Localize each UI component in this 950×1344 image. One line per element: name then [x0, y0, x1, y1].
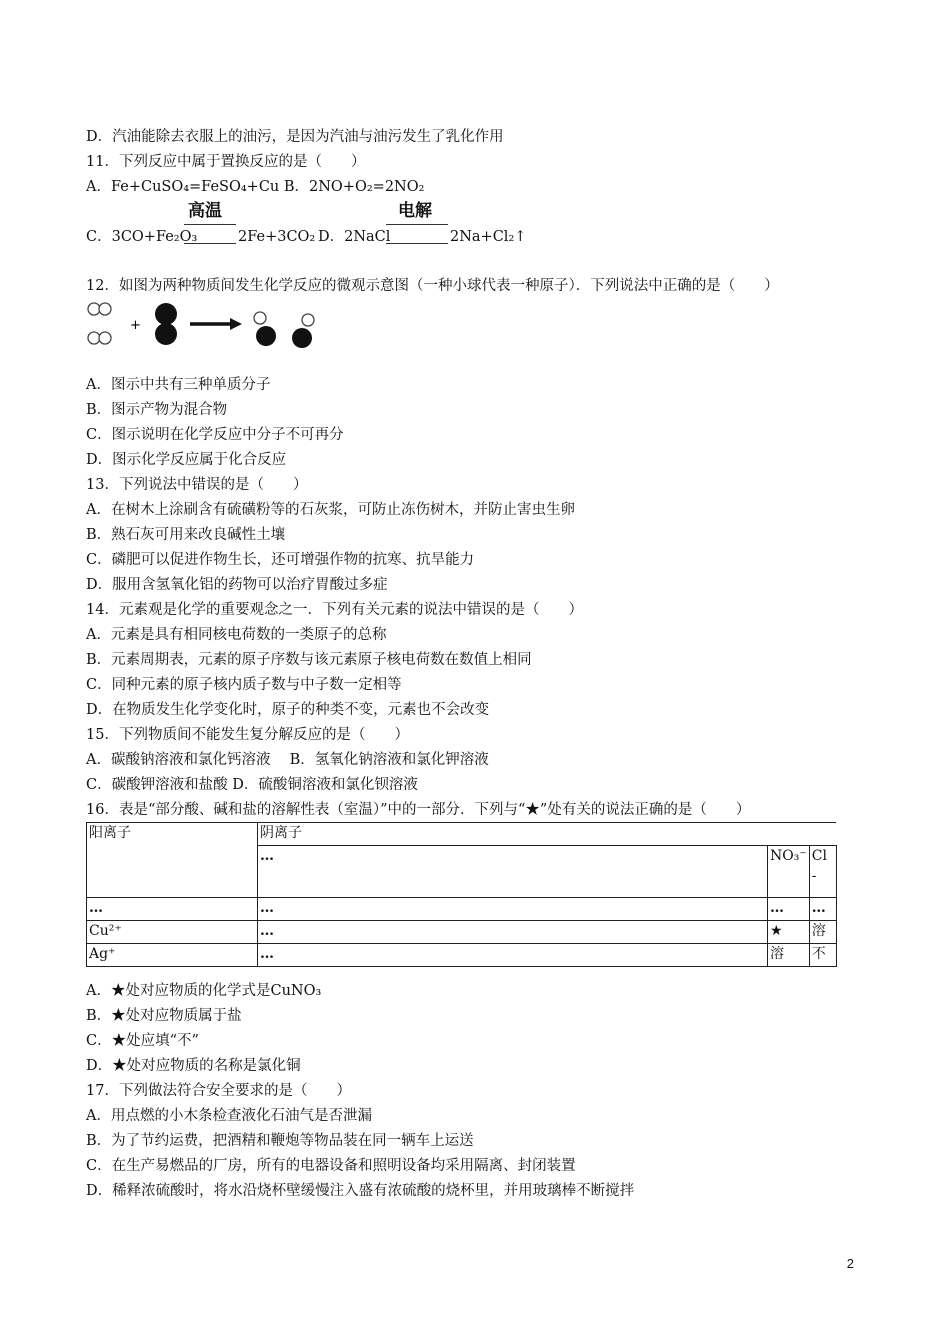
q12-option-a: A．图示中共有三种单质分子 — [86, 377, 271, 393]
header-cation: 阳离子 — [87, 823, 258, 898]
table-cell: … — [258, 921, 768, 944]
q16-option-d: D．★处对应物质的名称是氯化铜 — [86, 1058, 301, 1074]
plus-sign: + — [130, 318, 141, 333]
q13-option-c: C．磷肥可以促进作物生长，还可增强作物的抗寒、抗旱能力 — [86, 552, 475, 568]
condition-electrolysis: 电解 — [398, 201, 432, 221]
q12-option-d: D．图示化学反应属于化合反应 — [86, 452, 287, 468]
q17-option-b: B．为了节约运费，把酒精和鞭炮等物品装在同一辆车上运送 — [86, 1133, 474, 1149]
q13-option-b: B．熟石灰可用来改良碱性土壤 — [86, 527, 286, 543]
q17-stem: 17．下列做法符合安全要求的是（ ） — [86, 1083, 351, 1099]
molecule-reaction-diagram — [86, 300, 336, 352]
solubility-table — [86, 822, 837, 967]
header-chloride — [809, 846, 836, 898]
reaction-line — [184, 224, 236, 225]
q17-option-a: A．用点燃的小木条检查液化石油气是否泄漏 — [86, 1108, 372, 1124]
table-row — [87, 823, 837, 846]
q16-option-b: B．★处对应物质属于盐 — [86, 1008, 242, 1024]
table-row — [87, 898, 837, 921]
reaction-blank — [386, 243, 448, 244]
q11-option-c-left: C．3CO+Fe₂O₃ — [86, 229, 198, 245]
condition-high-temperature: 高温 — [188, 201, 222, 221]
q13-option-d: D．服用含氢氧化铝的药物可以治疗胃酸过多症 — [86, 577, 388, 593]
table-row — [87, 944, 837, 967]
table-cell: … — [258, 898, 768, 921]
q11-options-ab: A．Fe+CuSO₄=FeSO₄+Cu B．2NO+O₂=2NO₂ — [86, 179, 425, 195]
product-molecule — [254, 312, 276, 346]
table-cell: … — [87, 898, 258, 921]
q11-option-c-right: 2Fe+3CO₂ — [238, 229, 316, 245]
reactant-white-molecules — [88, 303, 111, 344]
header-chloride-charge: - — [811, 868, 817, 885]
q12-stem: 12．如图为两种物质间发生化学反应的微观示意图（一种小球代表一种原子）．下列说法中正确的是（ ） — [86, 278, 779, 294]
q15-options-ab: A．碳酸钠溶液和氯化钙溶液 B．氢氧化钠溶液和氯化钾溶液 — [86, 752, 489, 768]
q16-option-c: C．★处应填“不” — [86, 1033, 199, 1049]
header-anion: 阴离子 — [258, 823, 837, 846]
q16-option-a: A．★处对应物质的化学式是CuNO₃ — [86, 983, 322, 999]
table-cell: 不 — [809, 944, 836, 967]
q14-stem: 14．元素观是化学的重要观念之一．下列有关元素的说法中错误的是（ ） — [86, 602, 583, 618]
q14-option-a: A．元素是具有相同核电荷数的一类原子的总称 — [86, 627, 387, 643]
table-cell: … — [768, 898, 810, 921]
header-chloride-symbol: Cl — [811, 848, 827, 865]
product-molecule — [292, 314, 314, 348]
q15-stem: 15．下列物质间不能发生复分解反应的是（ ） — [86, 727, 409, 743]
q11-option-d-left: D．2NaCl — [318, 229, 391, 245]
header-nitrate: NO₃⁻ — [768, 846, 810, 898]
table-cell: … — [809, 898, 836, 921]
q12-option-b: B．图示产物为混合物 — [86, 402, 228, 418]
q10-option-d: D．汽油能除去衣服上的油污，是因为汽油与油污发生了乳化作用 — [86, 129, 504, 145]
q14-option-c: C．同种元素的原子核内质子数与中子数一定相等 — [86, 677, 402, 693]
table-cell: … — [258, 944, 768, 967]
reactant-black-molecule — [155, 303, 177, 345]
cation-silver: Ag⁺ — [87, 944, 258, 967]
cation-copper: Cu²⁺ — [87, 921, 258, 944]
reaction-arrow — [190, 318, 242, 330]
q17-option-d: D．稀释浓硫酸时，将水沿烧杯壁缓慢注入盛有浓硫酸的烧杯里，并用玻璃棒不断搅拌 — [86, 1183, 635, 1199]
table-row — [87, 921, 837, 944]
reaction-line — [386, 224, 448, 225]
table-cell: 溶 — [768, 944, 810, 967]
q16-stem: 16．表是“部分酸、碱和盐的溶解性表（室温）”中的一部分．下列与“★”处有关的说法正确的是（ ） — [86, 802, 751, 818]
star-cell: ★ — [768, 921, 810, 944]
q11-option-d-right: 2Na+Cl₂↑ — [450, 229, 527, 245]
page-number: 2 — [846, 1256, 854, 1271]
q13-option-a: A．在树木上涂刷含有硫磺粉等的石灰浆，可防止冻伤树木，并防止害虫生卵 — [86, 502, 575, 518]
table-cell: 溶 — [809, 921, 836, 944]
table-cell: … — [258, 846, 768, 898]
q17-option-c: C．在生产易燃品的厂房，所有的电器设备和照明设备均采用隔离、封闭装置 — [86, 1158, 576, 1174]
q14-option-b: B．元素周期表，元素的原子序数与该元素原子核电荷数在数值上相同 — [86, 652, 532, 668]
q14-option-d: D．在物质发生化学变化时，原子的种类不变，元素也不会改变 — [86, 702, 490, 718]
q11-stem: 11．下列反应中属于置换反应的是（ ） — [86, 154, 366, 170]
q12-option-c: C．图示说明在化学反应中分子不可再分 — [86, 427, 344, 443]
q13-stem: 13．下列说法中错误的是（ ） — [86, 477, 308, 493]
reaction-blank — [184, 243, 236, 244]
q15-options-cd: C．碳酸钾溶液和盐酸 D．硫酸铜溶液和氯化钡溶液 — [86, 777, 418, 793]
